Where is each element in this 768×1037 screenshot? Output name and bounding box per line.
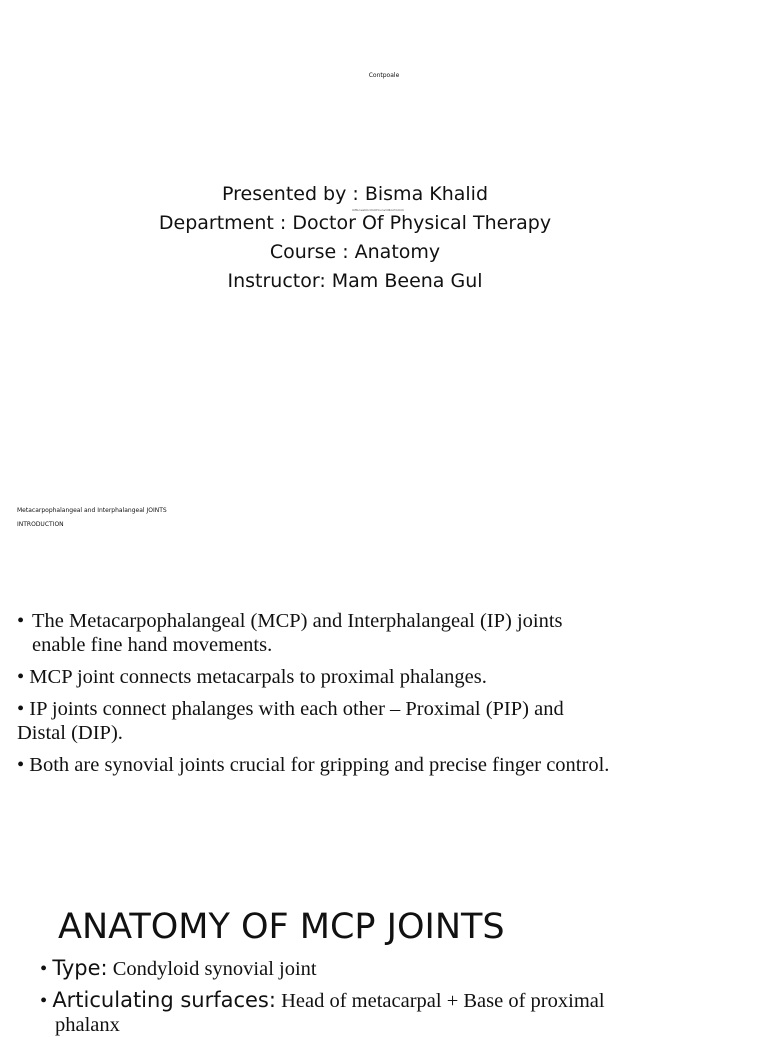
bullet-icon: •	[17, 610, 25, 632]
intro-bullet-list	[17, 609, 717, 785]
course-line: Course : Anatomy	[269, 241, 441, 263]
bullet-text: enable fine hand movements.	[32, 634, 273, 656]
list-item: • MCP joint connects metacarpals to proximal phalanges.	[17, 666, 487, 688]
bullet-text: Distal (DIP).	[17, 722, 123, 744]
list-item	[40, 956, 740, 981]
instructor-line: Instructor: Mam Beena Gul	[227, 270, 483, 292]
surfaces-label: Articulating surfaces:	[52, 988, 276, 1012]
tiny-overlay-text: mfbcsalmcmmfcunvldbnrtnmm	[352, 208, 405, 212]
list-item: • Both are synovial joints crucial for gripping and precise finger control.	[17, 754, 610, 776]
list-item	[17, 697, 717, 745]
anatomy-heading: ANATOMY OF MCP JOINTS	[58, 907, 505, 947]
surfaces-value: Head of metacarpal + Base of proximal	[275, 990, 605, 1012]
tiny-header-text: Contpoale	[368, 72, 400, 79]
type-label: Type:	[52, 956, 108, 980]
presenter-info	[0, 180, 710, 296]
bullet-text: • IP joints connect phalanges with each other – Proximal (PIP) and	[17, 698, 564, 720]
bullet-icon: •	[40, 990, 53, 1012]
presenter-name: Presented by : Bisma Khalid	[221, 183, 489, 205]
department-line: Department : Doctor Of Physical Therapy	[158, 212, 552, 234]
bullet-icon: •	[40, 958, 53, 980]
bullet-text: The Metacarpophalangeal (MCP) and Interphalangeal (IP) joints	[32, 610, 563, 632]
surfaces-continuation: phalanx	[55, 1014, 120, 1036]
section-subtitle: INTRODUCTION	[17, 521, 64, 528]
list-item	[40, 988, 740, 1037]
type-value: Condyloid synovial joint	[107, 958, 317, 980]
list-item	[17, 609, 717, 657]
section-title: Metacarpophalangeal and Interphalangeal JOINTS	[17, 507, 167, 514]
